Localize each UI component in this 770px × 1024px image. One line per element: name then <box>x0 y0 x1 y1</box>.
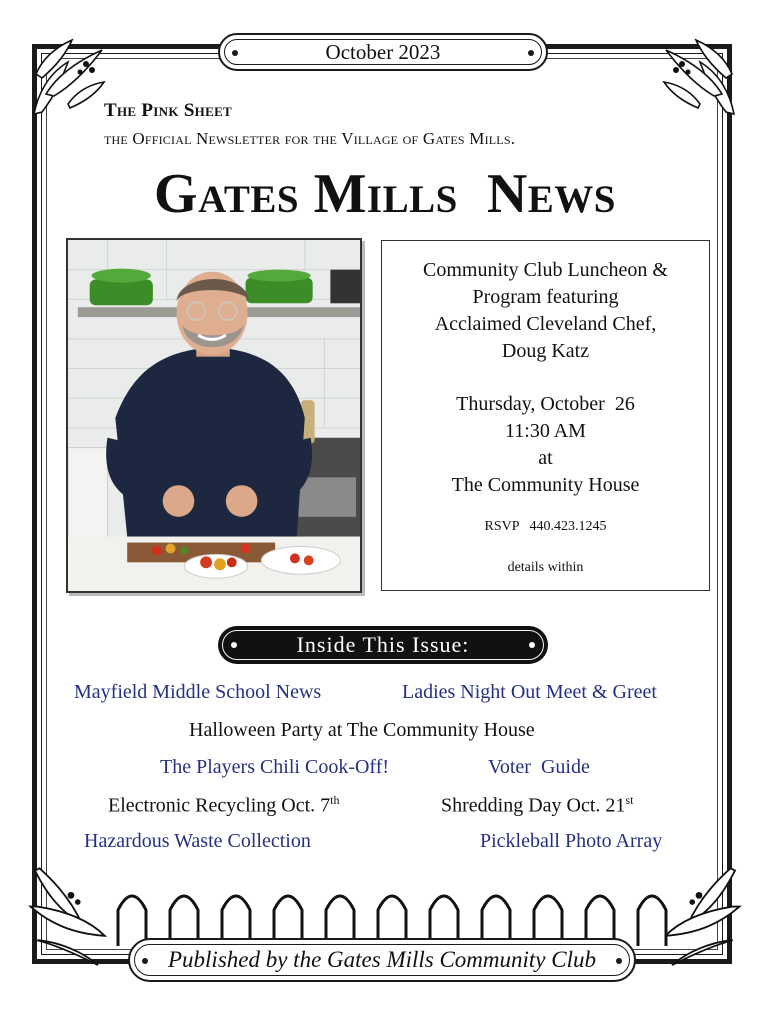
rivet-icon <box>232 50 238 56</box>
event-headline-line: Community Club Luncheon & <box>423 259 668 281</box>
ordinal-suffix: th <box>330 793 340 807</box>
toc-item: Pickleball Photo Array <box>480 830 663 852</box>
toc-item: Halloween Party at The Community House <box>189 719 535 741</box>
inside-issue-banner <box>218 626 548 664</box>
rivet-icon <box>616 958 622 964</box>
toc-item <box>441 793 633 818</box>
event-time: 11:30 AM <box>505 420 586 442</box>
toc-item: Voter Guide <box>488 756 590 778</box>
publisher-credit: Published by the Gates Mills Community Club <box>167 947 596 972</box>
toc-item: Ladies Night Out Meet & Greet <box>402 681 657 703</box>
event-when <box>382 391 709 499</box>
event-details-note: details within <box>507 560 584 575</box>
event-day: Thursday, October 26 <box>456 393 635 415</box>
event-rsvp: RSVP 440.423.1245 <box>484 519 607 534</box>
toc-item: Hazardous Waste Collection <box>84 830 311 852</box>
event-headline-line: Doug Katz <box>501 340 590 362</box>
toc-item-text: Electronic Recycling Oct. 7 <box>108 794 331 817</box>
chef-photo <box>66 238 362 593</box>
kicker: The Pink Sheet <box>104 100 233 121</box>
date-plate <box>218 33 548 71</box>
event-at: at <box>538 447 553 469</box>
toc-item <box>108 793 339 818</box>
leaf-ornament-icon <box>28 34 108 129</box>
ordinal-suffix: st <box>625 793 634 807</box>
leaf-ornament-icon <box>26 860 116 970</box>
picket-fence-icon <box>108 880 668 946</box>
rivet-icon <box>231 642 237 648</box>
event-place: The Community House <box>451 474 640 496</box>
event-headline <box>382 257 709 365</box>
event-headline-line: Program featuring <box>472 286 619 308</box>
event-headline-line: Acclaimed Cleveland Chef, <box>434 313 657 335</box>
leaf-ornament-icon <box>660 34 740 129</box>
toc-item: Mayfield Middle School News <box>74 681 322 703</box>
issue-date: October 2023 <box>325 39 441 64</box>
rivet-icon <box>529 642 535 648</box>
toc-item-text: Shredding Day Oct. 21 <box>441 794 626 817</box>
masthead-title: Gates Mills News <box>154 163 616 225</box>
inside-issue-title: Inside This Issue: <box>296 632 470 657</box>
subtitle: the Official Newsletter for the Village of Gates Mills. <box>104 129 516 148</box>
rivet-icon <box>142 958 148 964</box>
toc-item: The Players Chili Cook-Off! <box>160 756 390 778</box>
footer-plate <box>128 938 636 982</box>
event-callout <box>381 240 710 591</box>
rivet-icon <box>528 50 534 56</box>
